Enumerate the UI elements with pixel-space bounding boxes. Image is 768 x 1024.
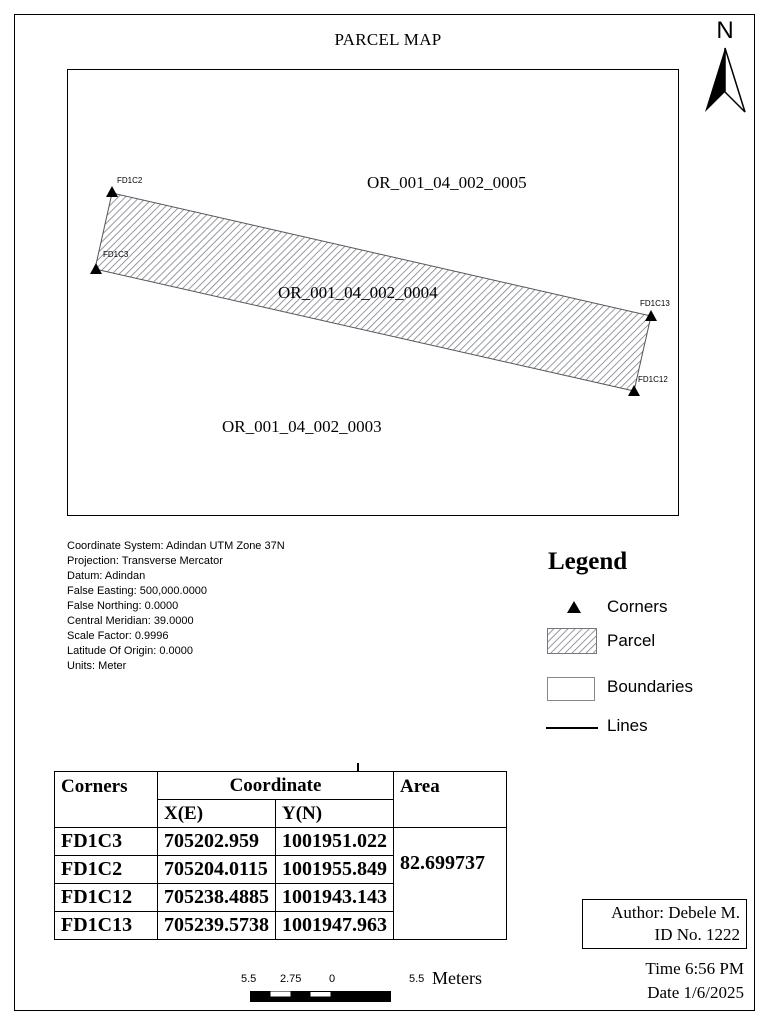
- legend-title: Legend: [548, 548, 628, 575]
- north-label: N: [716, 17, 734, 44]
- scale-bar: [230, 965, 510, 1005]
- parcel-label-0004[interactable]: OR_001_04_002_0004: [278, 283, 438, 302]
- coordinate-table: [54, 771, 507, 940]
- legend-item-boundaries: [545, 675, 745, 705]
- projection-line: Central Meridian: 39.0000: [67, 615, 194, 627]
- line-icon: [546, 727, 598, 729]
- corner-label-fd1c2: FD1C2: [117, 176, 143, 185]
- table-tick: [357, 763, 359, 771]
- corner-marker-fd1c2: [106, 186, 118, 197]
- projection-info: [67, 539, 285, 674]
- projection-line: Units: Meter: [67, 660, 127, 672]
- legend-label-parcel: Parcel: [607, 631, 656, 650]
- cell-x: 705239.5738: [158, 912, 276, 940]
- map-viewport[interactable]: [67, 69, 679, 516]
- corner-label-fd1c12: FD1C12: [638, 375, 668, 384]
- table-row: [55, 828, 507, 856]
- cell-corner: FD1C3: [55, 828, 158, 856]
- empty-box-icon: [547, 677, 595, 701]
- projection-line: False Easting: 500,000.0000: [67, 585, 208, 597]
- projection-line: Coordinate System: Adindan UTM Zone 37N: [67, 540, 285, 552]
- cell-y: 1001955.849: [276, 856, 394, 884]
- cell-x: 705204.0115: [158, 856, 276, 884]
- corner-label-fd1c13: FD1C13: [640, 299, 670, 308]
- corner-label-fd1c3: FD1C3: [103, 250, 129, 259]
- header-x: X(E): [158, 800, 276, 828]
- parcel-label-0005[interactable]: OR_001_04_002_0005: [367, 173, 527, 192]
- projection-line: False Northing: 0.0000: [67, 600, 179, 612]
- cell-area: 82.699737: [394, 828, 507, 940]
- hatch-swatch-icon: [547, 628, 597, 654]
- cell-x: 705202.959: [158, 828, 276, 856]
- legend: [545, 548, 745, 748]
- scale-tick-label: 0: [329, 973, 336, 985]
- header-corners: Corners: [55, 772, 158, 828]
- cell-y: 1001947.963: [276, 912, 394, 940]
- legend-item-parcel: [545, 628, 745, 658]
- legend-label-corners: Corners: [607, 597, 668, 616]
- scale-tick-label: 5.5: [241, 973, 257, 985]
- triangle-icon: [567, 601, 581, 613]
- legend-item-corners: [545, 595, 745, 625]
- cell-y: 1001943.143: [276, 884, 394, 912]
- date-text: Date 1/6/2025: [647, 983, 744, 1002]
- author-name: Author: Debele M.: [611, 903, 740, 922]
- header-area: Area: [394, 772, 507, 828]
- projection-line: Projection: Transverse Mercator: [67, 555, 223, 567]
- time-text: Time 6:56 PM: [645, 959, 744, 978]
- map-title: PARCEL MAP: [334, 30, 442, 49]
- cell-corner: FD1C13: [55, 912, 158, 940]
- scale-unit: Meters: [432, 968, 482, 988]
- scale-tick-label: 2.75: [280, 973, 302, 985]
- projection-line: Latitude Of Origin: 0.0000: [67, 645, 193, 657]
- author-id: ID No. 1222: [654, 925, 740, 944]
- header-y: Y(N): [276, 800, 394, 828]
- header-coordinate: Coordinate: [158, 772, 394, 800]
- cell-x: 705238.4885: [158, 884, 276, 912]
- author-box: [582, 899, 747, 949]
- scale-tick-label: 5.5: [409, 973, 425, 985]
- parcel-label-0003[interactable]: OR_001_04_002_0003: [222, 417, 382, 436]
- projection-line: Datum: Adindan: [67, 570, 146, 582]
- legend-label-boundaries: Boundaries: [607, 677, 694, 696]
- projection-line: Scale Factor: 0.9996: [67, 630, 169, 642]
- north-arrow-icon: [700, 14, 750, 118]
- cell-corner: FD1C2: [55, 856, 158, 884]
- cell-corner: FD1C12: [55, 884, 158, 912]
- legend-label-lines: Lines: [607, 716, 648, 735]
- scale-bar-graphic: [250, 991, 392, 1003]
- cell-y: 1001951.022: [276, 828, 394, 856]
- legend-item-lines: [545, 714, 745, 744]
- timestamp: [645, 957, 744, 1005]
